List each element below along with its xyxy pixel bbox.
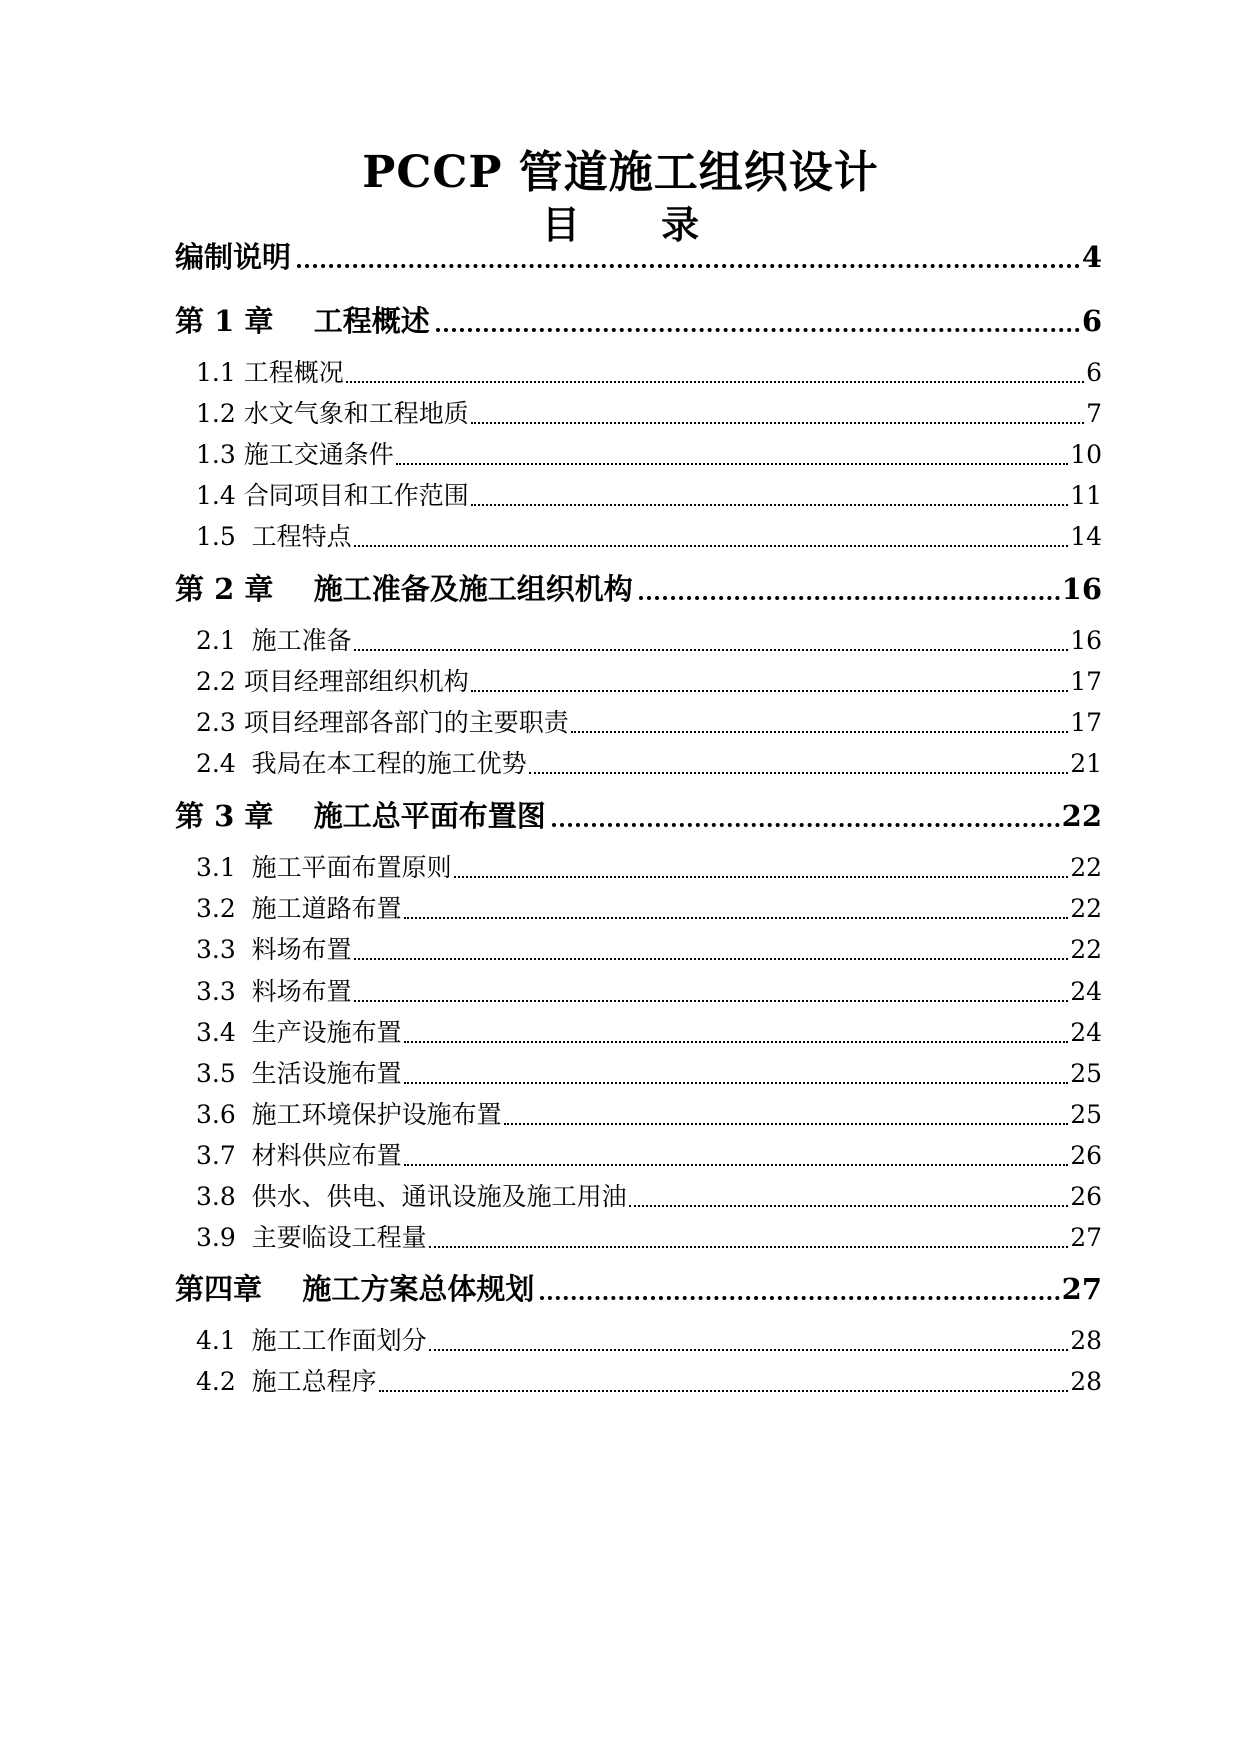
toc-section-entry[interactable] [196,706,1102,740]
toc-heading-char: 录 [661,202,700,247]
toc-page-number: 14 [1070,522,1102,551]
toc-entry-label: 4.1 施工工作面划分 [196,1326,427,1355]
toc-chapter-entry[interactable] [175,301,1102,341]
toc-dot-leader [432,301,1080,341]
toc-dot-leader [354,520,1069,554]
toc-section-entry[interactable] [196,438,1102,472]
toc-section-entry[interactable] [196,520,1102,554]
toc-entry-label: 2.4 我局在本工程的施工优势 [196,749,527,778]
toc-entry-label: 3.6 施工环境保护设施布置 [196,1100,502,1129]
toc-dot-leader [354,975,1069,1009]
toc-page-number: 25 [1070,1100,1102,1129]
toc-entry-label: 3.1 施工平面布置原则 [196,853,452,882]
toc-section-entry[interactable] [196,1098,1102,1132]
toc-entry-label: 3.3 料场布置 [196,977,352,1006]
toc-page-number: 22 [1061,799,1102,833]
toc-dot-leader [293,237,1080,277]
toc-dot-leader [454,851,1069,885]
toc-dot-leader [471,397,1084,431]
toc-dot-leader [379,1365,1069,1399]
toc-dot-leader [529,747,1069,781]
toc-entry-label: 3.9 主要临设工程量 [196,1223,427,1252]
toc-chapter-entry[interactable] [175,569,1102,609]
toc-page-number: 22 [1070,894,1102,923]
toc-page-number: 6 [1086,358,1102,387]
toc-entry-label: 3.5 生活设施布置 [196,1059,402,1088]
toc-entry-label: 2.2 项目经理部组织机构 [196,667,469,696]
toc-section-entry[interactable] [196,851,1102,885]
toc-dot-leader [629,1180,1069,1214]
toc-entry-label: 3.8 供水、供电、通讯设施及施工用油 [196,1182,627,1211]
toc-entry-label: 第四章 施工方案总体规划 [175,1272,535,1306]
toc-section-entry[interactable] [196,1180,1102,1214]
toc-page-number: 24 [1070,977,1102,1006]
toc-section-entry[interactable] [196,356,1102,390]
toc-page-number: 7 [1086,399,1102,428]
toc-section-entry[interactable] [196,624,1102,658]
toc-page-number: 26 [1070,1141,1102,1170]
toc-page-number: 22 [1070,935,1102,964]
toc-entry-label: 第 3 章 施工总平面布置图 [175,799,546,833]
toc-entry-label: 3.7 材料供应布置 [196,1141,402,1170]
toc-section-entry[interactable] [196,1221,1102,1255]
toc-page-number: 26 [1070,1182,1102,1211]
toc-entry-label: 1.2 水文气象和工程地质 [196,399,469,428]
toc-dot-leader [396,438,1068,472]
toc-page-number: 28 [1070,1367,1102,1396]
toc-page-number: 16 [1061,572,1102,606]
toc-heading-char: 目 [541,202,580,247]
toc-entry-label: 编制说明 [175,240,292,274]
toc-dot-leader [346,356,1084,390]
toc-page-number: 21 [1070,749,1102,778]
toc-section-entry[interactable] [196,479,1102,513]
toc-dot-leader [536,1269,1059,1309]
toc-dot-leader [504,1098,1069,1132]
toc-dot-leader [471,665,1068,699]
toc-dot-leader [404,1057,1069,1091]
toc-page-number: 4 [1081,240,1102,274]
toc-dot-leader [354,624,1069,658]
toc-page-number: 28 [1070,1326,1102,1355]
toc-page-number: 25 [1070,1059,1102,1088]
toc-entry-label: 2.3 项目经理部各部门的主要职责 [196,708,569,737]
toc-section-entry[interactable] [196,1016,1102,1050]
toc-chapter-entry[interactable] [175,237,1102,277]
toc-entry-label: 1.3 施工交通条件 [196,440,394,469]
toc-entry-label: 第 1 章 工程概述 [175,304,430,338]
toc-entry-label: 3.4 生产设施布置 [196,1018,402,1047]
toc-dot-leader [571,706,1068,740]
toc-section-entry[interactable] [196,1057,1102,1091]
toc-entry-label: 第 2 章 施工准备及施工组织机构 [175,572,633,606]
toc-page-number: 17 [1070,667,1102,696]
toc-section-entry[interactable] [196,1365,1102,1399]
toc-section-entry[interactable] [196,933,1102,967]
toc-page-number: 10 [1070,440,1102,469]
toc-page-number: 22 [1070,853,1102,882]
toc-page-number: 17 [1070,708,1102,737]
toc-page-number: 6 [1081,304,1102,338]
toc-entry-label: 3.3 料场布置 [196,935,352,964]
toc-entry-label: 3.2 施工道路布置 [196,894,402,923]
toc-page-number: 24 [1070,1018,1102,1047]
toc-section-entry[interactable] [196,665,1102,699]
toc-page-number: 16 [1070,626,1102,655]
toc-section-entry[interactable] [196,1139,1102,1173]
toc-section-entry[interactable] [196,892,1102,926]
toc-entry-label: 1.4 合同项目和工作范围 [196,481,469,510]
toc-chapter-entry[interactable] [175,796,1102,836]
toc-section-entry[interactable] [196,975,1102,1009]
toc-entry-label: 2.1 施工准备 [196,626,352,655]
toc-page-number: 27 [1061,1272,1102,1306]
toc-dot-leader [548,796,1060,836]
toc-dot-leader [404,1016,1069,1050]
toc-entry-label: 4.2 施工总程序 [196,1367,377,1396]
toc-dot-leader [404,1139,1069,1173]
toc-dot-leader [354,933,1069,967]
toc-dot-leader [429,1324,1069,1358]
toc-page-number: 11 [1070,481,1102,510]
toc-dot-leader [635,569,1060,609]
toc-chapter-entry[interactable] [175,1269,1102,1309]
toc-section-entry[interactable] [196,397,1102,431]
toc-dot-leader [429,1221,1069,1255]
toc-entry-label: 1.1 工程概况 [196,358,344,387]
toc-dot-leader [471,479,1068,513]
toc-entry-label: 1.5 工程特点 [196,522,352,551]
document-title: PCCP 管道施工组织设计 [362,147,879,198]
toc-page-number: 27 [1070,1223,1102,1252]
toc-dot-leader [404,892,1069,926]
toc-section-entry[interactable] [196,747,1102,781]
toc-section-entry[interactable] [196,1324,1102,1358]
